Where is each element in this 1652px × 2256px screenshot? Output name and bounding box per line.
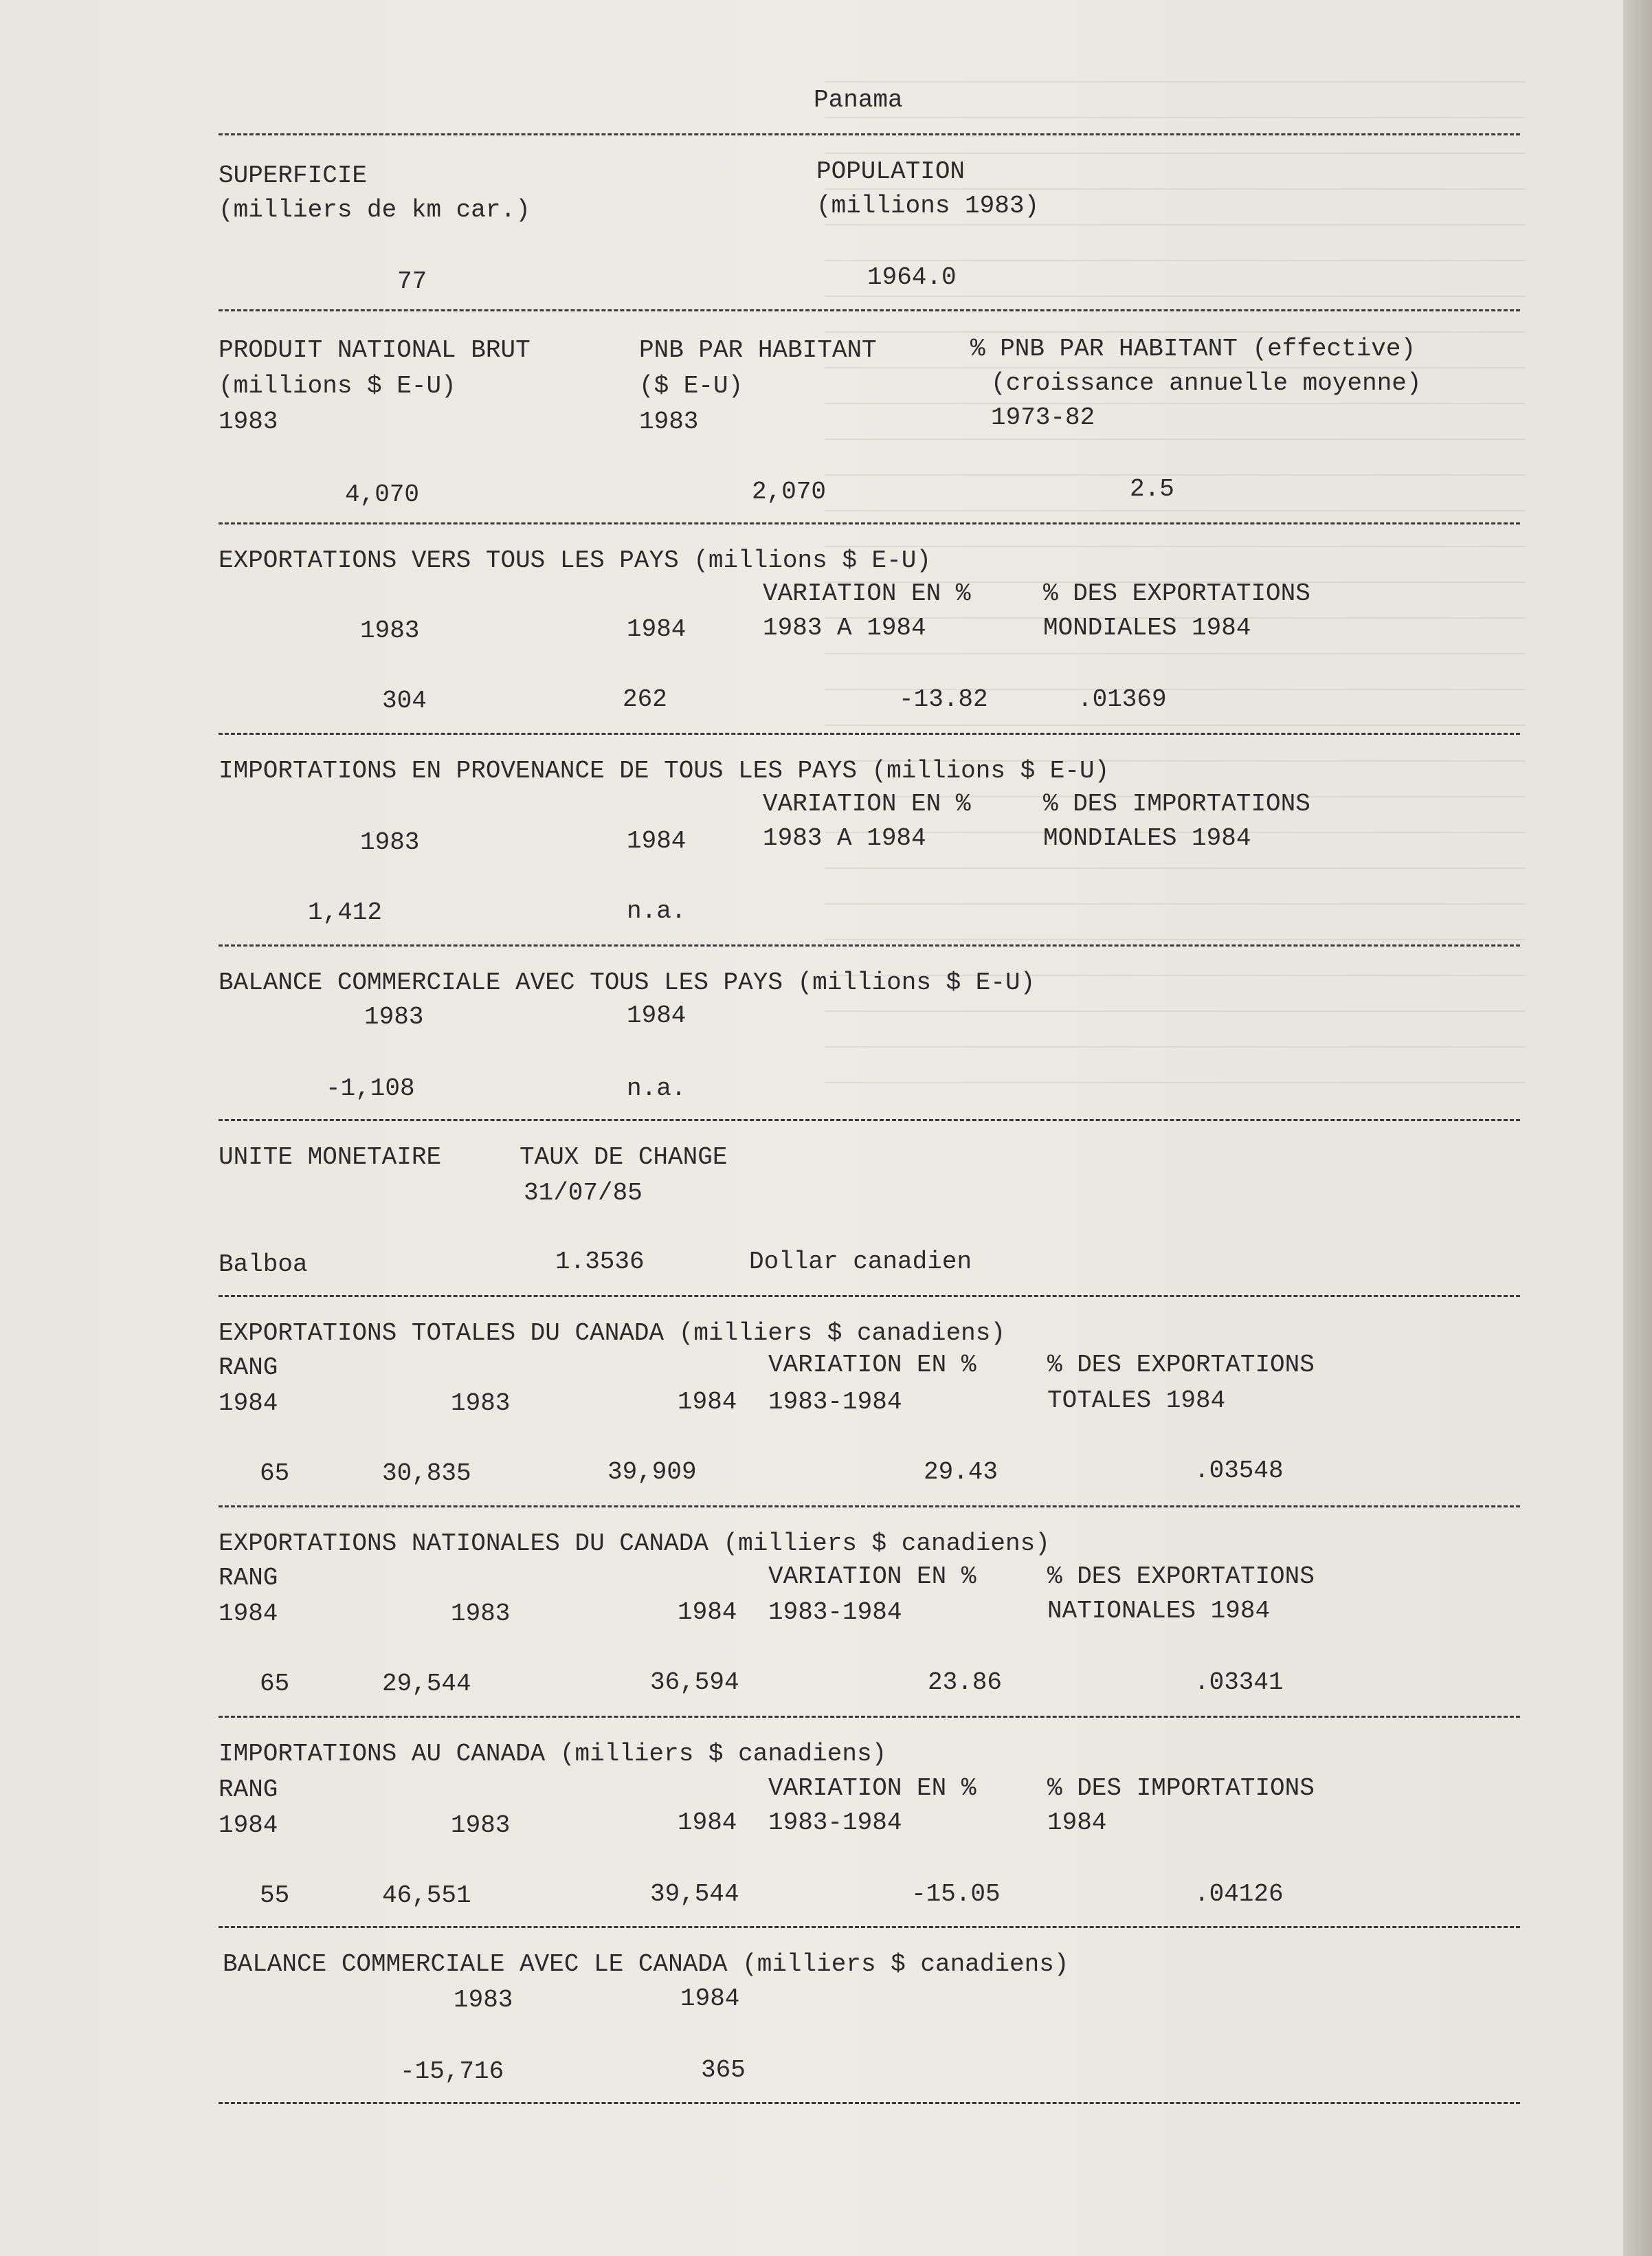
canada-total-exports-year-1983: 1983 xyxy=(451,1389,511,1417)
canada-imports-rank: 55 xyxy=(260,1881,290,1910)
exchange-rate-currency: Dollar canadien xyxy=(749,1248,972,1276)
currency-unit-value: Balboa xyxy=(219,1250,308,1279)
canada-total-exports-variation-label: VARIATION EN % xyxy=(768,1351,976,1379)
gnp-per-capita-unit-label: ($ E-U) xyxy=(639,372,744,400)
world-imports-1983-value: 1,412 xyxy=(308,898,383,927)
canada-total-exports-1984-value: 39,909 xyxy=(607,1458,697,1486)
canada-domestic-exports-rank-label: RANG xyxy=(219,1564,278,1592)
divider xyxy=(219,2102,1520,2104)
canada-total-exports-rank: 65 xyxy=(260,1459,290,1488)
gnp-growth-label: % PNB PAR HABITANT (effective) xyxy=(970,335,1416,363)
canada-balance-title: BALANCE COMMERCIALE AVEC LE CANADA (milliers $ canadiens) xyxy=(223,1950,1069,1978)
gnp-growth-value: 2.5 xyxy=(1130,475,1174,503)
canada-imports-year-1984: 1984 xyxy=(678,1809,737,1837)
population-label: POPULATION xyxy=(816,157,965,186)
world-balance-title: BALANCE COMMERCIALE AVEC TOUS LES PAYS (millions $ E-U) xyxy=(219,969,1036,997)
canada-balance-year-1984: 1984 xyxy=(680,1984,740,2013)
canada-domestic-exports-1984-value: 36,594 xyxy=(650,1668,739,1696)
canada-domestic-exports-year-1983: 1983 xyxy=(451,1600,511,1628)
world-exports-year-1983: 1983 xyxy=(360,617,420,645)
gnp-value: 4,070 xyxy=(345,480,420,509)
canada-imports-year-1983: 1983 xyxy=(451,1811,511,1839)
canada-imports-rank-year: 1984 xyxy=(219,1811,278,1839)
world-exports-share-label: % DES EXPORTATIONS xyxy=(1043,579,1310,608)
area-unit-label: (milliers de km car.) xyxy=(219,196,531,224)
gnp-growth-period-label: 1973-82 xyxy=(991,403,1095,432)
divider xyxy=(219,733,1520,735)
gnp-per-capita-label: PNB PAR HABITANT xyxy=(639,336,877,364)
world-exports-title: EXPORTATIONS VERS TOUS LES PAYS (millions $ E-U) xyxy=(219,546,931,575)
world-exports-variation-years: 1983 A 1984 xyxy=(763,614,926,642)
canada-domestic-exports-year-1984: 1984 xyxy=(678,1598,737,1626)
divider xyxy=(219,1505,1520,1507)
exchange-rate-label: TAUX DE CHANGE xyxy=(520,1143,728,1171)
canada-total-exports-rank-year: 1984 xyxy=(219,1389,278,1417)
canada-total-exports-share-label: % DES EXPORTATIONS xyxy=(1047,1351,1315,1379)
world-exports-year-1984: 1984 xyxy=(627,615,687,643)
exchange-rate-date: 31/07/85 xyxy=(524,1179,643,1207)
area-label: SUPERFICIE xyxy=(219,162,368,190)
gnp-year-label: 1983 xyxy=(219,408,278,436)
divider xyxy=(219,1926,1520,1928)
world-imports-title: IMPORTATIONS EN PROVENANCE DE TOUS LES PAYS (millions $ E-U) xyxy=(219,757,1110,785)
canada-total-exports-variation-years: 1983-1984 xyxy=(768,1388,902,1416)
gnp-unit-label: (millions $ E-U) xyxy=(219,372,456,400)
divider xyxy=(219,1119,1520,1121)
divider xyxy=(219,133,1520,135)
canada-domestic-exports-variation-label: VARIATION EN % xyxy=(768,1562,976,1591)
world-imports-variation-years: 1983 A 1984 xyxy=(763,824,926,852)
canada-balance-1984-value: 365 xyxy=(701,2056,746,2084)
world-exports-1983-value: 304 xyxy=(382,687,427,715)
canada-imports-variation-years: 1983-1984 xyxy=(768,1809,902,1837)
divider xyxy=(219,1716,1520,1718)
world-imports-share-year: MONDIALES 1984 xyxy=(1043,824,1251,852)
canada-total-exports-share-year: TOTALES 1984 xyxy=(1047,1386,1226,1415)
world-imports-variation-label: VARIATION EN % xyxy=(763,790,971,818)
canada-imports-share-year: 1984 xyxy=(1047,1809,1107,1837)
divider xyxy=(219,522,1520,524)
canada-imports-1984-value: 39,544 xyxy=(650,1880,739,1908)
canada-balance-year-1983: 1983 xyxy=(454,1986,513,2014)
area-value: 77 xyxy=(397,267,427,296)
canada-domestic-exports-1983-value: 29,544 xyxy=(382,1670,471,1698)
canada-total-exports-1983-value: 30,835 xyxy=(382,1459,471,1488)
canada-total-exports-variation-value: 29.43 xyxy=(924,1458,998,1486)
canada-domestic-exports-share-year: NATIONALES 1984 xyxy=(1047,1597,1271,1625)
world-imports-year-1983: 1983 xyxy=(360,828,420,856)
world-balance-1984-value: n.a. xyxy=(627,1074,687,1103)
population-value: 1964.0 xyxy=(867,263,957,291)
canada-imports-variation-label: VARIATION EN % xyxy=(768,1774,976,1802)
world-exports-variation-label: VARIATION EN % xyxy=(763,579,971,608)
currency-unit-label: UNITE MONETAIRE xyxy=(219,1143,442,1171)
world-imports-1984-value: n.a. xyxy=(627,897,687,925)
page-edge xyxy=(1623,0,1652,2256)
canada-imports-share-label: % DES IMPORTATIONS xyxy=(1047,1774,1315,1802)
canada-domestic-exports-rank: 65 xyxy=(260,1670,290,1698)
canada-imports-rank-label: RANG xyxy=(219,1776,278,1804)
gnp-growth-unit-label: (croissance annuelle moyenne) xyxy=(991,369,1422,397)
gnp-per-capita-year-label: 1983 xyxy=(639,408,699,436)
canada-total-exports-title: EXPORTATIONS TOTALES DU CANADA (milliers $ canadiens) xyxy=(219,1319,1005,1347)
world-balance-1983-value: -1,108 xyxy=(326,1074,415,1103)
population-unit-label: (millions 1983) xyxy=(816,192,1040,220)
world-exports-share-value: .01369 xyxy=(1078,685,1167,714)
world-exports-share-year: MONDIALES 1984 xyxy=(1043,614,1251,642)
canada-domestic-exports-title: EXPORTATIONS NATIONALES DU CANADA (milliers $ canadiens) xyxy=(219,1529,1050,1558)
canada-total-exports-share-value: .03548 xyxy=(1194,1457,1284,1485)
canada-domestic-exports-rank-year: 1984 xyxy=(219,1600,278,1628)
world-imports-year-1984: 1984 xyxy=(627,827,687,855)
world-imports-share-label: % DES IMPORTATIONS xyxy=(1043,790,1310,818)
divider xyxy=(219,309,1520,311)
canada-imports-title: IMPORTATIONS AU CANADA (milliers $ canadiens) xyxy=(219,1740,887,1768)
canada-domestic-exports-variation-value: 23.86 xyxy=(928,1668,1003,1696)
canada-domestic-exports-share-label: % DES EXPORTATIONS xyxy=(1047,1562,1315,1591)
canada-imports-variation-value: -15.05 xyxy=(911,1880,1001,1908)
canada-domestic-exports-variation-years: 1983-1984 xyxy=(768,1598,902,1626)
world-exports-variation-value: -13.82 xyxy=(899,685,988,714)
canada-total-exports-rank-label: RANG xyxy=(219,1353,278,1382)
world-exports-1984-value: 262 xyxy=(623,685,667,714)
canada-imports-share-value: .04126 xyxy=(1194,1880,1284,1908)
exchange-rate-value: 1.3536 xyxy=(555,1248,645,1276)
canada-imports-1983-value: 46,551 xyxy=(382,1881,471,1910)
world-balance-year-1983: 1983 xyxy=(364,1003,424,1031)
divider xyxy=(219,1295,1520,1297)
page-title: Panama xyxy=(814,86,903,114)
world-balance-year-1984: 1984 xyxy=(627,1002,687,1030)
canada-domestic-exports-share-value: .03341 xyxy=(1194,1668,1284,1696)
gnp-label: PRODUIT NATIONAL BRUT xyxy=(219,336,531,364)
canada-balance-1983-value: -15,716 xyxy=(400,2057,504,2086)
canada-total-exports-year-1984: 1984 xyxy=(678,1388,737,1416)
gnp-per-capita-value: 2,070 xyxy=(752,478,827,506)
divider xyxy=(219,944,1520,947)
